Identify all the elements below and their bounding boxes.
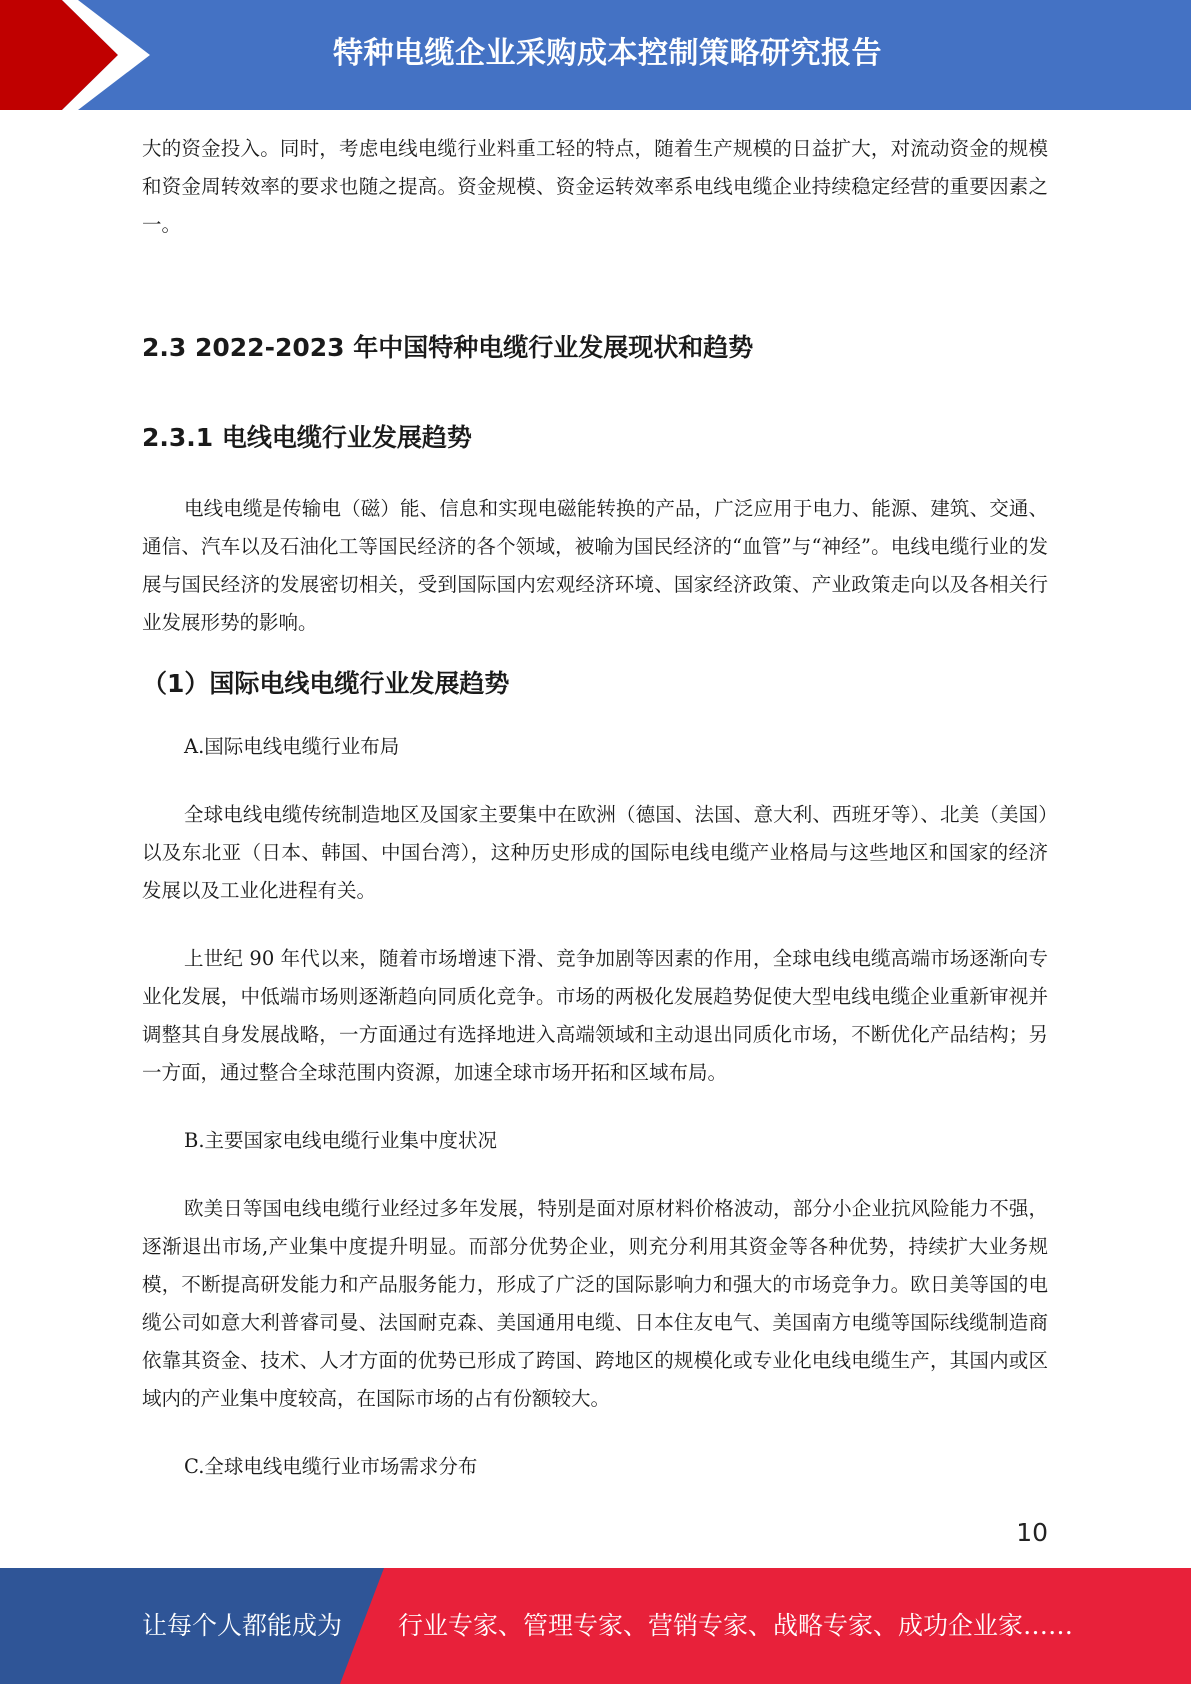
paragraph-overview: 电线电缆是传输电（磁）能、信息和实现电磁能转换的产品，广泛应用于电力、能源、建筑、交通、通信、汽车以及石油化工等国民经济的各个领域，被喻为国民经济的“血管”与“神经”。电线电缆行业的发展与国民经济的发展密切相关，受到国际国内宏观经济环境、国家经济政策、产业政策走向以及各相关行业发展形势的影响。 bbox=[142, 497, 1048, 634]
page-footer bbox=[0, 1568, 1191, 1684]
subheading-c: C.全球电线电缆行业市场需求分布 bbox=[184, 1455, 478, 1478]
report-title: 特种电缆企业采购成本控制策略研究报告 bbox=[333, 36, 882, 71]
paragraph-a1: 全球电线电缆传统制造地区及国家主要集中在欧洲（德国、法国、意大利、西班牙等）、北美（美国）以及东北亚（日本、韩国、中国台湾），这种历史形成的国际电线电缆产业格局与这些地区和国家的经济发展以及工业化进程有关。 bbox=[142, 803, 1048, 902]
subheading-b: B.主要国家电线电缆行业集中度状况 bbox=[184, 1129, 498, 1152]
footer-slogan-left: 让每个人都能成为 bbox=[142, 1611, 343, 1640]
section-heading: 2.3 2022-2023 年中国特种电缆行业发展现状和趋势 bbox=[142, 333, 754, 362]
subheading-a: A.国际电线电缆行业布局 bbox=[184, 735, 400, 758]
page-header bbox=[0, 0, 1191, 110]
page-number: 10 bbox=[1016, 1518, 1048, 1547]
paragraph-a2: 上世纪 90 年代以来，随着市场增速下滑、竞争加剧等因素的作用，全球电线电缆高端市场逐渐向专业化发展，中低端市场则逐渐趋向同质化竞争。市场的两极化发展趋势促使大型电线电缆企业重新审视并调整其自身发展战略，一方面通过有选择地进入高端领域和主动退出同质化市场，不断优化产品结构；另一方面，通过整合全球范围内资源，加速全球市场开拓和区域布局。 bbox=[142, 947, 1048, 1084]
paragraph-b1: 欧美日等国电线电缆行业经过多年发展，特别是面对原材料价格波动，部分小企业抗风险能力不强，逐渐退出市场,产业集中度提升明显。而部分优势企业，则充分利用其资金等各种优势，持续扩大业务规模，不断提高研发能力和产品服务能力，形成了广泛的国际影响力和强大的市场竞争力。欧日美等国的电缆公司如意大利普睿司曼、法国耐克森、美国通用电缆、日本住友电气、美国南方电缆等国际线缆制造商依靠其资金、技术、人才方面的优势已形成了跨国、跨地区的规模化或专业化电线电缆生产，其国内或区域内的产业集中度较高，在国际市场的占有份额较大。 bbox=[142, 1197, 1048, 1410]
paragraph-intro: 大的资金投入。同时，考虑电线电缆行业料重工轻的特点，随着生产规模的日益扩大，对流动资金的规模和资金周转效率的要求也随之提高。资金规模、资金运转效率系电线电缆企业持续稳定经营的重要因素之一。 bbox=[142, 137, 1048, 236]
intl-trend-heading: （1）国际电线电缆行业发展趋势 bbox=[142, 669, 510, 698]
subsection-heading: 2.3.1 电线电缆行业发展趋势 bbox=[142, 423, 472, 452]
page-content bbox=[142, 130, 1048, 1486]
footer-slogan-right: 行业专家、管理专家、营销专家、战略专家、成功企业家…… bbox=[398, 1611, 1074, 1640]
